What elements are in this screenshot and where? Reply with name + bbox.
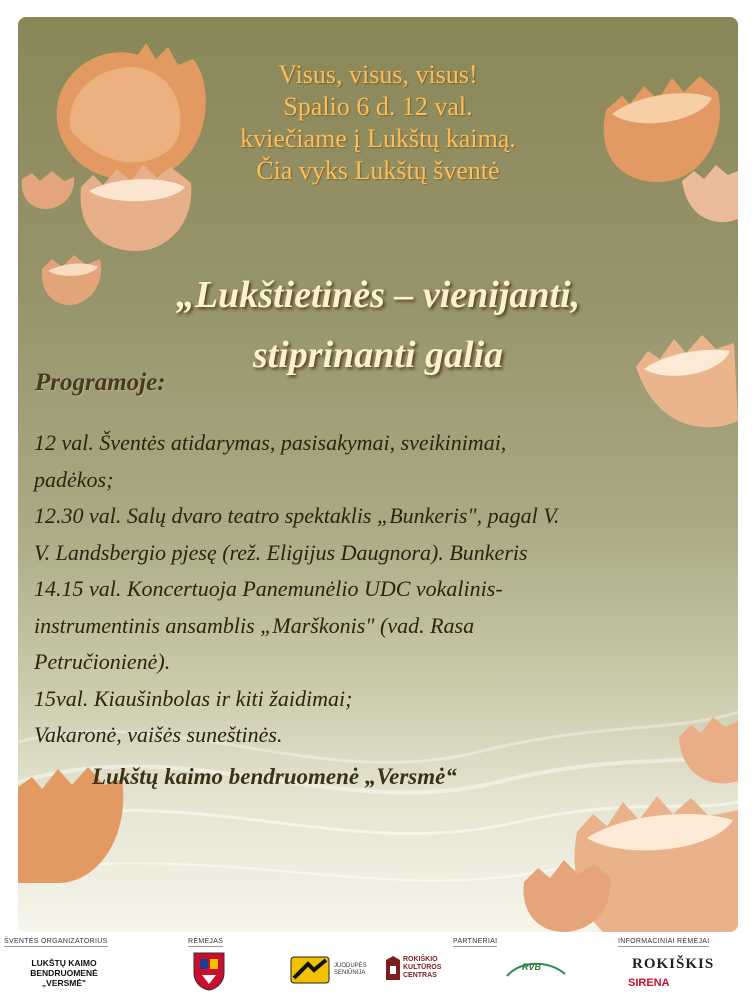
intro-announcement <box>18 59 738 187</box>
title-line: „Lukštietinės – vienijanti, <box>175 274 581 316</box>
juodupe-seniunija-logo-icon <box>290 956 330 984</box>
program-line: 15val. Kiaušinbolas ir kiti žaidimai; <box>34 685 353 711</box>
sponsors-heading: RĖMĖJAS <box>188 938 224 945</box>
program-line: 14.15 val. Koncertuoja Panemunėlio UDC vokalinis- <box>34 576 503 601</box>
culture-center-name-line: CENTRAS <box>403 972 437 979</box>
intro-line: kviečiame į Lukštų kaimą. <box>240 124 516 153</box>
organizer-name <box>14 958 114 988</box>
culture-center-name-line: KULTŪROS <box>403 964 442 971</box>
juodupe-label <box>334 963 367 977</box>
culture-center-name-line: ROKIŠKIO <box>403 956 438 963</box>
media-sirena-logo: SIRENA <box>628 977 670 989</box>
organizer-name-line: LUKŠTŲ KAIMO <box>31 958 97 968</box>
event-title <box>18 265 738 385</box>
partners-heading: PARTNERIAI <box>453 938 498 945</box>
juodupe-label-line: SENIŪNIJA <box>334 970 366 976</box>
intro-line: Spalio 6 d. 12 val. <box>283 92 473 121</box>
culture-center-name <box>403 956 441 980</box>
program-line: V. Landsbergio pjesę (rež. Eligijus Daugnora). Bunkeris <box>34 539 528 565</box>
media-rokiskis-logo: ROKIŠKIS <box>632 956 715 972</box>
organizer-name-line: „VERSMĖ" <box>41 978 87 988</box>
media-sponsors-heading: INFORMACINIAI RĖMĖJAI <box>618 938 710 945</box>
eggshell-bottom-small-icon <box>518 852 613 932</box>
organizer-name-line: BENDRUOMENĖ <box>30 968 98 978</box>
juodupe-label-line: JUODUPĖS <box>334 963 367 969</box>
municipality-coat-of-arms-icon <box>192 951 226 991</box>
program-line: Petručionienė). <box>34 649 171 674</box>
organizer-heading: ŠVENTĖS ORGANIZATORIUS <box>4 938 108 945</box>
intro-line: Čia vyks Lukštų šventė <box>256 156 500 185</box>
poster <box>18 17 738 932</box>
intro-line: Visus, visus, visus! <box>278 60 478 89</box>
program-line: 12.30 val. Salų dvaro teatro spektaklis „Bunkeris", pagal V. <box>34 503 560 528</box>
organizer-signature: Lukštų kaimo bendruomenė „Versmė“ <box>92 764 457 789</box>
program-line: instrumentinis ansamblis „Marškonis" (vad. Rasa <box>34 612 475 638</box>
program-heading: Programoje: <box>35 369 166 396</box>
program-line: padėkos; <box>34 466 114 492</box>
footer-sponsors <box>0 934 755 1000</box>
culture-center-logo-icon <box>384 954 402 982</box>
program-line: Vakaronė, vaišės suneštinės. <box>34 722 283 747</box>
program-line: 12 val. Šventės atidarymas, pasisakymai, sveikinimai, <box>34 430 507 455</box>
rvb-label: RVB <box>522 962 542 972</box>
title-line: stiprinanti galia <box>252 334 504 376</box>
program-list <box>34 425 724 754</box>
